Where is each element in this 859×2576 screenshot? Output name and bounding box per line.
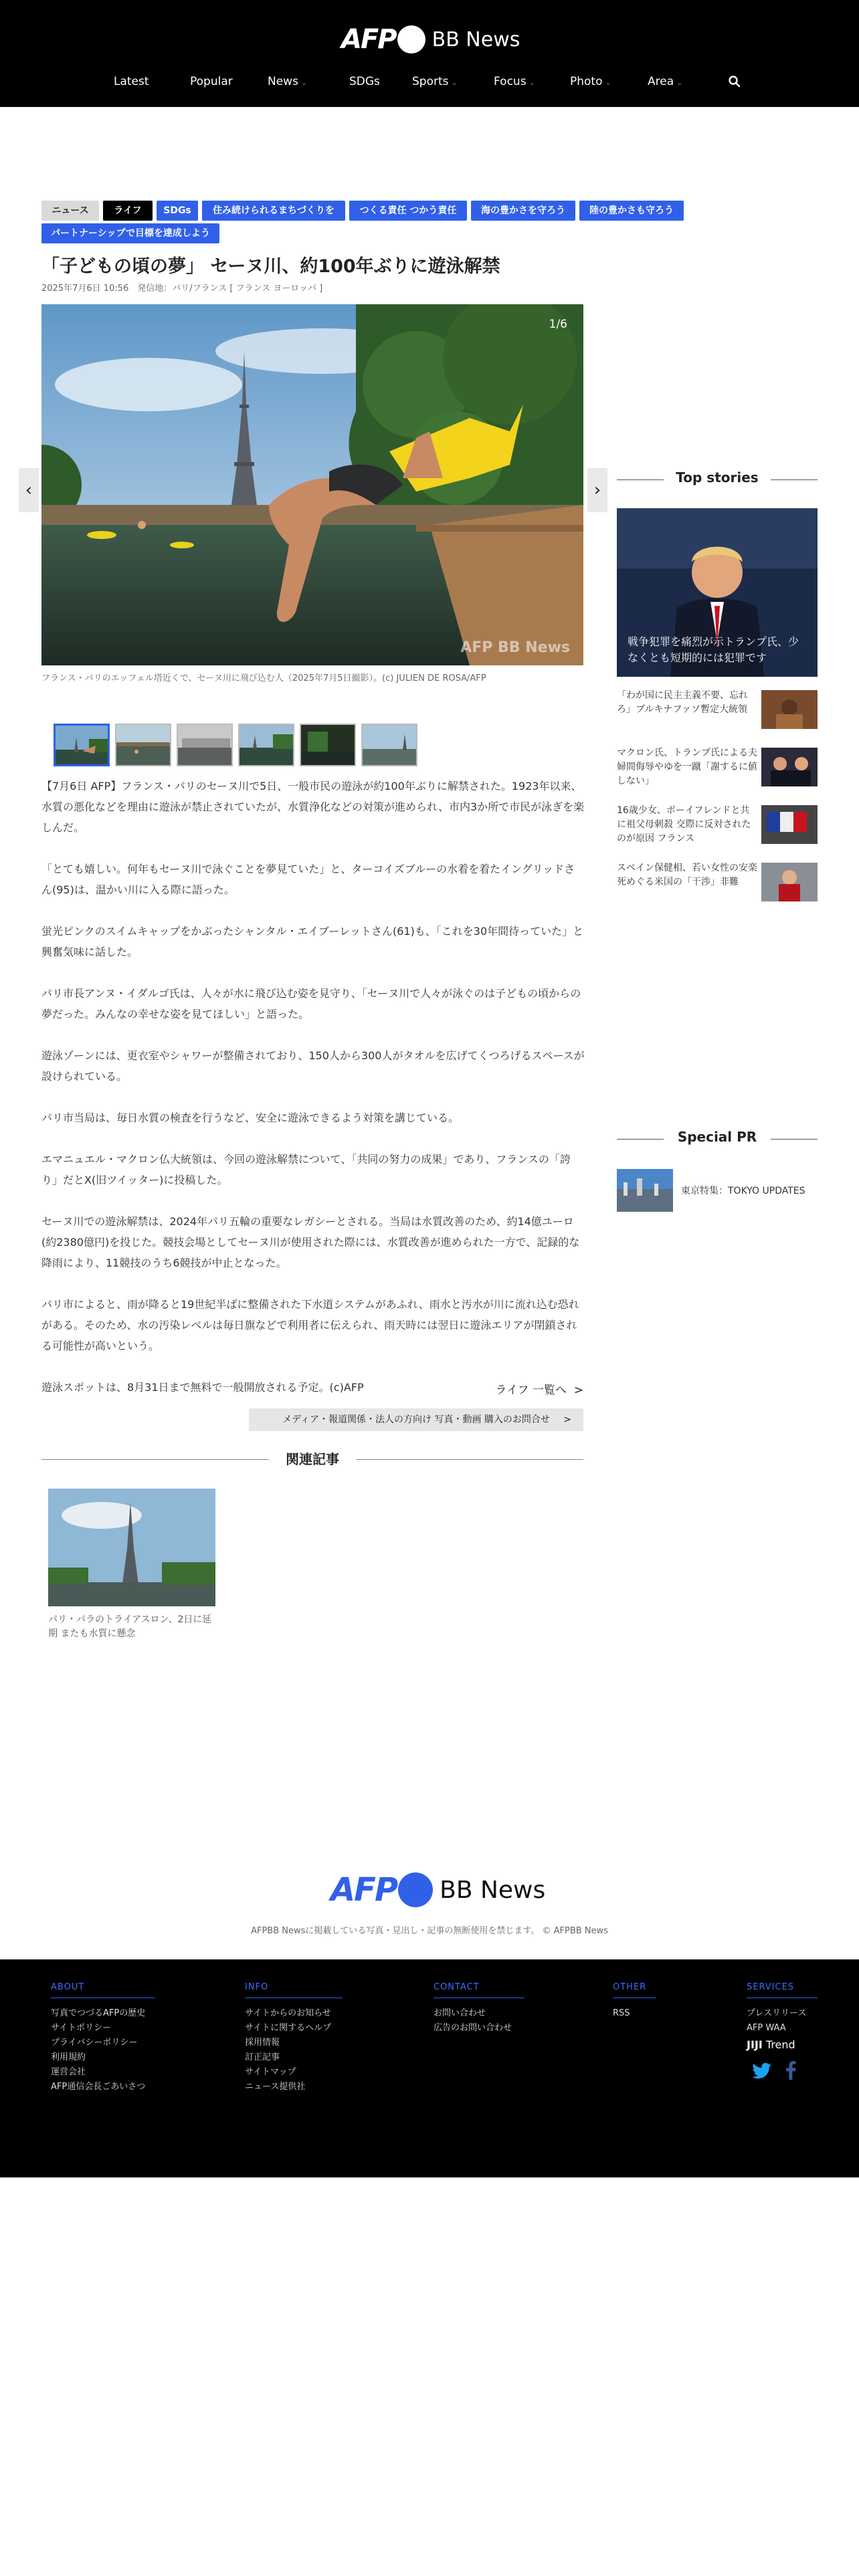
site-footer <box>0 1959 859 2177</box>
top-story-hero[interactable] <box>617 508 818 677</box>
site-logo[interactable] <box>341 24 520 55</box>
tag-sdg12[interactable]: つくる責任 つかう責任 <box>349 201 467 221</box>
divider <box>771 479 818 480</box>
chevron-down-icon: ⌄ <box>605 78 611 87</box>
thumbnail-2[interactable] <box>115 724 171 766</box>
photo-seine-diver <box>41 304 583 665</box>
thumbnail-3[interactable] <box>177 724 233 766</box>
tag-sdg17[interactable]: パートナーシップで目標を達成しよう <box>41 223 219 243</box>
nav-sdgs[interactable] <box>349 75 380 88</box>
life-list-link[interactable] <box>496 1380 583 1397</box>
footer-link[interactable]: 運営会社 <box>51 2067 86 2077</box>
top-story-hero-caption: 戦争犯罪を痛烈が示トランプ氏、少なくとも短期的には犯罪です <box>628 635 799 664</box>
media-contact-button[interactable] <box>249 1408 583 1431</box>
article-paragraph: 遊泳ゾーンには、更衣室やシャワーが整備されており、150人から300人がタオルを広げてくつろげるスペースが設けられている。 <box>41 1049 585 1083</box>
chevron-down-icon: ⌄ <box>451 78 458 87</box>
special-pr-label: Special PR <box>677 1129 757 1145</box>
article-paragraph: エマニュエル・マクロン仏大統領は、今回の遊泳解禁について、「共同の努力の成果」であり、フランスの「誇り」だとX(旧ツイッター)に投稿した。 <box>41 1153 571 1186</box>
nav-latest-label: Latest <box>114 75 149 88</box>
copyright-text: AFPBB Newsに掲載している写真・見出し・記事の無断使用を禁じます。 © AFPBB News <box>251 1926 608 1936</box>
divider <box>771 1139 818 1140</box>
nav-sdgs-label: SDGs <box>349 75 380 88</box>
search-icon[interactable] <box>728 75 741 88</box>
photo-watermark: AFP BB News <box>460 639 570 656</box>
chevron-right-small-icon: > <box>570 1384 583 1397</box>
footer-col-other <box>613 1979 656 2021</box>
footer-link[interactable]: お問い合わせ <box>434 2008 486 2018</box>
nav-sports[interactable] <box>412 75 458 88</box>
nav-photo-label: Photo <box>570 75 603 88</box>
tag-sdg11[interactable]: 住み続けられるまちづくりを <box>202 201 345 221</box>
top-story-item[interactable] <box>617 746 818 789</box>
top-story-item[interactable] <box>617 689 818 732</box>
article-paragraph: 遊泳スポットは、8月31日まで無料で一般開放される予定。(c)AFP <box>41 1381 364 1394</box>
chevron-right-icon[interactable]: › <box>587 468 607 512</box>
article-paragraph: パリ市長アンヌ・イダルゴ氏は、人々が水に飛び込む姿を見守り、「セーヌ川で人々が泳ぐのは子どもの頃からの夢だった。みんなの幸せな姿を見てほしい」と語った。 <box>41 987 581 1021</box>
logo-dot <box>397 25 425 53</box>
footer-heading: OTHER <box>613 1982 656 1998</box>
top-story-thumbnail <box>761 748 818 786</box>
footer-link[interactable]: サイトに関するヘルプ <box>245 2023 332 2033</box>
divider <box>356 1459 583 1460</box>
footer-heading: SERVICES <box>747 1982 818 1998</box>
jiji-brand: JIJI <box>747 2038 763 2051</box>
top-story-item[interactable] <box>617 804 818 847</box>
article-paragraph: パリ市当局は、毎日水質の検査を行うなど、安全に遊泳できるよう対策を講じている。 <box>41 1111 460 1124</box>
footer-link[interactable]: AFP WAA <box>747 2023 786 2033</box>
special-pr-title: 東京特集：TOKYO UPDATES <box>681 1186 805 1196</box>
chevron-down-icon: ⌄ <box>676 78 683 87</box>
footer-logo-dot <box>398 1872 433 1907</box>
chevron-right-small-icon: > <box>563 1414 571 1425</box>
article-paragraph: パリ市によると、雨が降ると19世紀半ばに整備された下水道システムがあふれ、雨水と汚水が川に流れ込む恐れがある。そのため、水の汚染レベルは毎日旗などで利用者に伝えられ、雨天時には翌日に遊泳エリアが閉鎖される可能性が高いという。 <box>41 1298 579 1352</box>
logo-afp: AFP <box>341 24 396 55</box>
twitter-icon[interactable] <box>752 2062 772 2080</box>
footer-link[interactable]: 利用規約 <box>51 2052 86 2062</box>
jiji-trend-label: Trend <box>765 2038 795 2051</box>
footer-link[interactable]: サイトポリシー <box>51 2023 112 2033</box>
special-pr-thumbnail <box>617 1169 673 1212</box>
top-stories-heading <box>617 469 818 490</box>
footer-heading: CONTACT <box>434 1982 524 1998</box>
footer-link[interactable]: 写真でつづるAFPの歴史 <box>51 2008 146 2018</box>
media-contact-label: メディア・報道関係・法人の方向け 写真・動画 購入のお問合せ <box>282 1414 550 1425</box>
top-story-title: 「わが国に民主主義不要、忘れろ」ブルキナファソ暫定大統領 <box>617 690 748 715</box>
nav-photo[interactable] <box>570 75 611 88</box>
top-stories-label: Top stories <box>676 469 759 486</box>
nav-sports-label: Sports <box>412 75 449 88</box>
footer-link[interactable]: ニュース提供社 <box>245 2082 306 2092</box>
footer-col-contact <box>434 1979 524 2036</box>
thumbnail-6[interactable] <box>361 724 417 766</box>
footer-col-info <box>245 1979 343 2095</box>
related-article-image <box>48 1489 215 1606</box>
tag-sdgs[interactable]: SDGs <box>157 201 198 221</box>
footer-logo-bbnews: BB News <box>440 1876 546 1904</box>
footer-link[interactable]: AFP通信会長ごあいさつ <box>51 2082 146 2092</box>
facebook-icon[interactable] <box>785 2061 796 2080</box>
article-body <box>41 776 585 1418</box>
footer-heading: ABOUT <box>51 1982 155 1998</box>
article-title: 「子どもの頃の夢」 セーヌ川、約100年ぶりに遊泳解禁 <box>41 256 500 277</box>
nav-focus[interactable] <box>494 75 535 88</box>
footer-link[interactable]: サイトマップ <box>245 2067 296 2077</box>
nav-latest[interactable] <box>114 75 149 88</box>
site-header <box>0 0 859 107</box>
footer-col-about <box>51 1979 155 2095</box>
jiji-trend-link[interactable] <box>747 2038 818 2051</box>
nav-popular[interactable] <box>190 75 233 88</box>
footer-link[interactable]: サイトからのお知らせ <box>245 2008 331 2018</box>
thumbnail-5[interactable] <box>300 724 356 766</box>
thumbnail-1[interactable] <box>54 724 110 766</box>
tag-sdg15[interactable]: 陸の豊かさも守ろう <box>579 201 684 221</box>
nav-area[interactable] <box>648 75 682 88</box>
tag-life[interactable]: ライフ <box>103 201 153 221</box>
related-article-card[interactable] <box>48 1489 215 1641</box>
article-photo[interactable] <box>41 304 583 665</box>
footer-link[interactable]: プライバシーポリシー <box>51 2038 138 2048</box>
life-list-label: ライフ 一覧へ <box>495 1384 567 1397</box>
footer-link[interactable]: RSS <box>613 2008 630 2018</box>
tag-sdg14[interactable]: 海の豊かさを守ろう <box>471 201 575 221</box>
nav-news-label: News <box>268 75 298 88</box>
footer-link[interactable]: 採用情報 <box>245 2038 280 2048</box>
article-meta: 2025年7月6日 10:56 発信地：パリ/フランス [ フランス ヨーロッパ ] <box>41 284 323 294</box>
photo-caption: フランス・パリのエッフェル塔近くで、セーヌ川に飛び込む人（2025年7月5日撮影）。(c) JULIEN DE ROSA/AFP <box>41 673 486 683</box>
related-heading-label: 関連記事 <box>286 1451 339 1467</box>
chevron-down-icon: ⌄ <box>300 78 308 87</box>
divider <box>41 1459 269 1460</box>
article-paragraph: セーヌ川での遊泳解禁は、2024年パリ五輪の重要なレガシーとされる。当局は水質改善のため、約14億ユーロ(約2380億円)を投じた。競技会場としてセーヌ川が使用された際には、水質改善が進められた一方で、記録的な降雨により、11競技のうち6競技が中止となった。 <box>41 1215 580 1269</box>
related-article-caption: パリ・パラのトライアスロン、2日に延期 またも水質に懸念 <box>48 1614 212 1639</box>
footer-logo-afp: AFP <box>330 1871 397 1909</box>
related-articles-heading <box>41 1448 583 1469</box>
special-pr-heading <box>617 1129 818 1149</box>
top-story-thumbnail <box>761 690 818 729</box>
top-story-title: 16歳少女、ボーイフレンドと共に祖父母刺殺 交際に反対されたのが原因 フランス <box>617 805 751 844</box>
nav-news[interactable] <box>268 75 307 88</box>
footer-link[interactable]: 訂正記事 <box>245 2052 280 2062</box>
footer-logo[interactable] <box>330 1871 545 1909</box>
article-paragraph: 蛍光ピンクのスイムキャップをかぶったシャンタル・エイブーレットさん(61)も、「これを30年間待っていた」と興奮気味に話した。 <box>41 925 584 958</box>
chevron-left-icon[interactable]: ‹ <box>19 468 39 512</box>
nav-popular-label: Popular <box>190 75 233 88</box>
top-story-item[interactable] <box>617 861 818 904</box>
footer-link[interactable]: プレスリリース <box>747 2008 807 2018</box>
article-paragraph: 「とても嬉しい。何年もセーヌ川で泳ぐことを夢見ていた」と、ターコイズブルーの水着を着たイングリッドさん(95)は、温かい川に入る際に語った。 <box>41 863 575 896</box>
top-story-thumbnail <box>761 863 818 901</box>
thumbnail-4[interactable] <box>238 724 294 766</box>
chevron-down-icon: ⌄ <box>529 78 535 87</box>
logo-bbnews: BB News <box>432 27 520 51</box>
footer-col-services <box>747 1979 818 2051</box>
nav-focus-label: Focus <box>494 75 527 88</box>
article-paragraph: 【7月6日 AFP】フランス・パリのセーヌ川で5日、一般市民の遊泳が約100年ぶりに解禁された。1923年以来、水質の悪化などを理由に遊泳が禁止されていたが、水質浄化などの対策が進められ、市内3か所で市民が泳ぎを楽しんだ。 <box>41 780 585 834</box>
nav-area-label: Area <box>648 75 674 88</box>
top-story-title: マクロン氏、トランプ氏による夫婦間侮辱やゆを一蹴「謝するに値しない」 <box>617 748 757 786</box>
footer-link[interactable]: 広告のお問い合わせ <box>434 2023 512 2033</box>
special-pr-item[interactable] <box>617 1169 818 1213</box>
photo-counter: 1/6 <box>549 318 567 331</box>
top-story-title: スペイン保健相、若い女性の安楽死めぐる米国の「干渉」非難 <box>617 863 757 887</box>
tag-news[interactable]: ニュース <box>41 201 99 221</box>
footer-heading: INFO <box>245 1982 343 1998</box>
top-story-thumbnail <box>761 805 818 844</box>
